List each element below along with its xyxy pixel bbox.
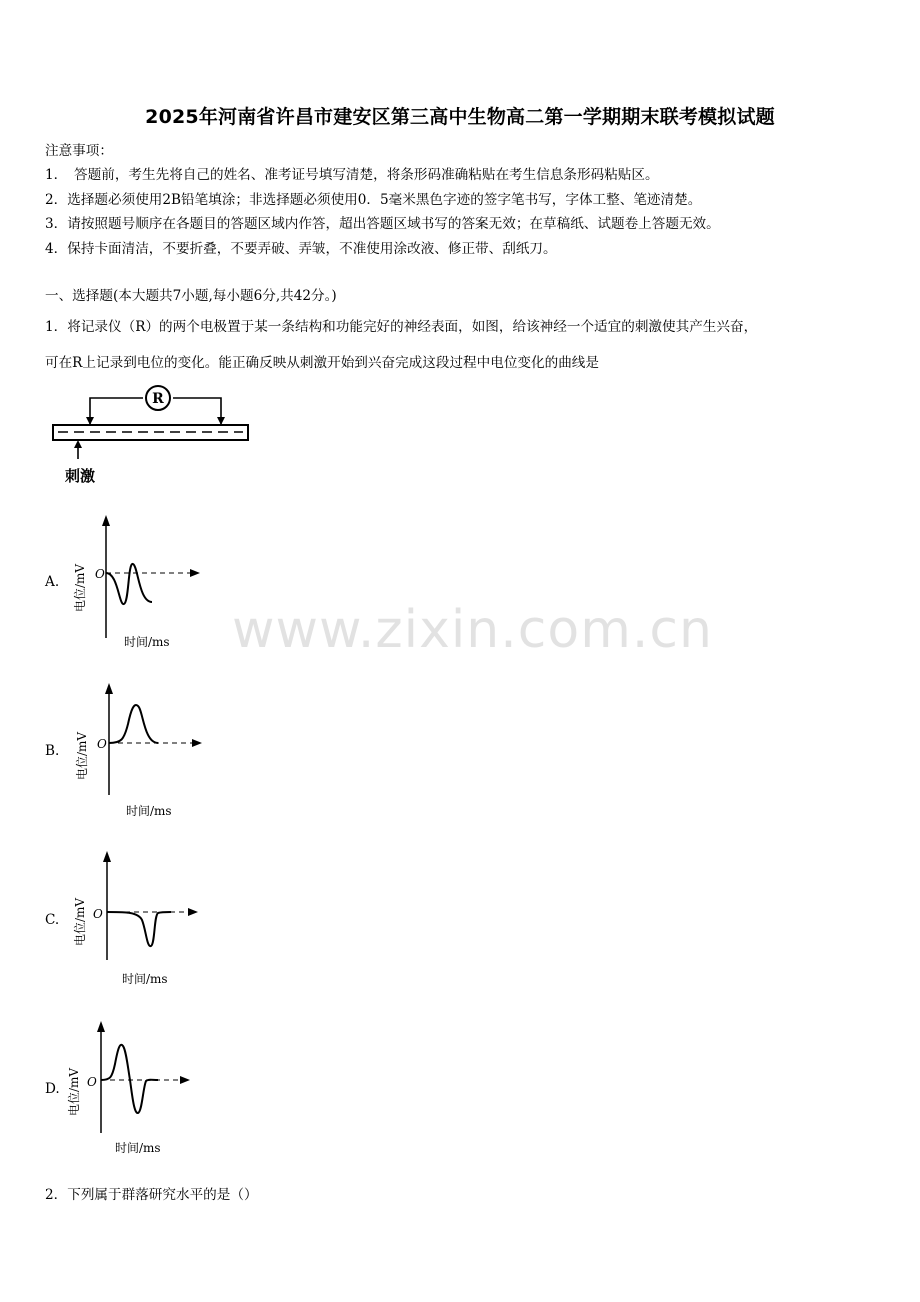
x-axis-label: 时间/ms: [115, 1141, 161, 1155]
y-axis-label: 电位/mV: [67, 1067, 81, 1116]
question-1-line-1: 1．将记录仪（R）的两个电极置于某一条结构和功能完好的神经表面，如图，给该神经一个适宜的刺激使其产生兴奋，: [45, 319, 758, 335]
option-d-label[interactable]: D.: [45, 1081, 60, 1097]
nerve-recorder-diagram: [48, 384, 258, 489]
note-item-1: 1． 答题前，考生先将自己的姓名、准考证号填写清楚，将条形码准确粘贴在考生信息条形码粘贴区。: [45, 167, 659, 183]
origin-label: O: [93, 907, 103, 921]
recorder-label: R: [152, 391, 164, 407]
potential-curve: [107, 912, 171, 946]
question-2: 2．下列属于群落研究水平的是（）: [45, 1187, 258, 1203]
x-axis-label: 时间/ms: [126, 804, 172, 818]
question-1-line-2: 可在R上记录到电位的变化。能正确反映从刺激开始到兴奋完成这段过程中电位变化的曲线是: [45, 355, 599, 371]
y-axis-label: 电位/mV: [73, 897, 87, 946]
potential-curve: [109, 705, 158, 743]
origin-label: O: [97, 737, 107, 751]
page-title: 2025年河南省许昌市建安区第三高中生物高二第一学期期末联考模拟试题: [145, 106, 775, 128]
origin-label: O: [87, 1075, 97, 1089]
origin-label: O: [95, 567, 105, 581]
option-a-label[interactable]: A.: [45, 574, 60, 590]
notes-heading: 注意事项：: [45, 143, 113, 159]
y-axis-label: 电位/mV: [75, 731, 89, 780]
option-c-graph[interactable]: [66, 850, 216, 990]
option-a-graph[interactable]: [66, 512, 216, 652]
x-axis-label: 时间/ms: [124, 635, 170, 649]
option-b-graph[interactable]: [68, 680, 218, 825]
section-heading: 一、选择题(本大题共7小题,每小题6分,共42分。): [45, 288, 337, 304]
watermark: www.zixin.com.cn: [232, 600, 713, 660]
option-d-graph[interactable]: [62, 1018, 212, 1160]
stimulus-label: 刺激: [65, 467, 96, 485]
note-item-3: 3．请按照题号顺序在各题目的答题区域内作答，超出答题区域书写的答案无效；在草稿纸、试题卷上答题无效。: [45, 216, 720, 232]
x-axis-label: 时间/ms: [122, 972, 168, 986]
y-axis-label: 电位/mV: [73, 563, 87, 612]
option-c-label[interactable]: C.: [45, 912, 60, 928]
potential-curve: [106, 564, 152, 604]
note-item-4: 4．保持卡面清洁，不要折叠，不要弄破、弄皱，不准使用涂改液、修正带、刮纸刀。: [45, 241, 557, 257]
potential-curve: [101, 1045, 158, 1113]
option-b-label[interactable]: B.: [45, 743, 60, 759]
note-item-2: 2．选择题必须使用2B铅笔填涂；非选择题必须使用0．5毫米黑色字迹的签字笔书写，字体工整、笔迹清楚。: [45, 192, 702, 208]
